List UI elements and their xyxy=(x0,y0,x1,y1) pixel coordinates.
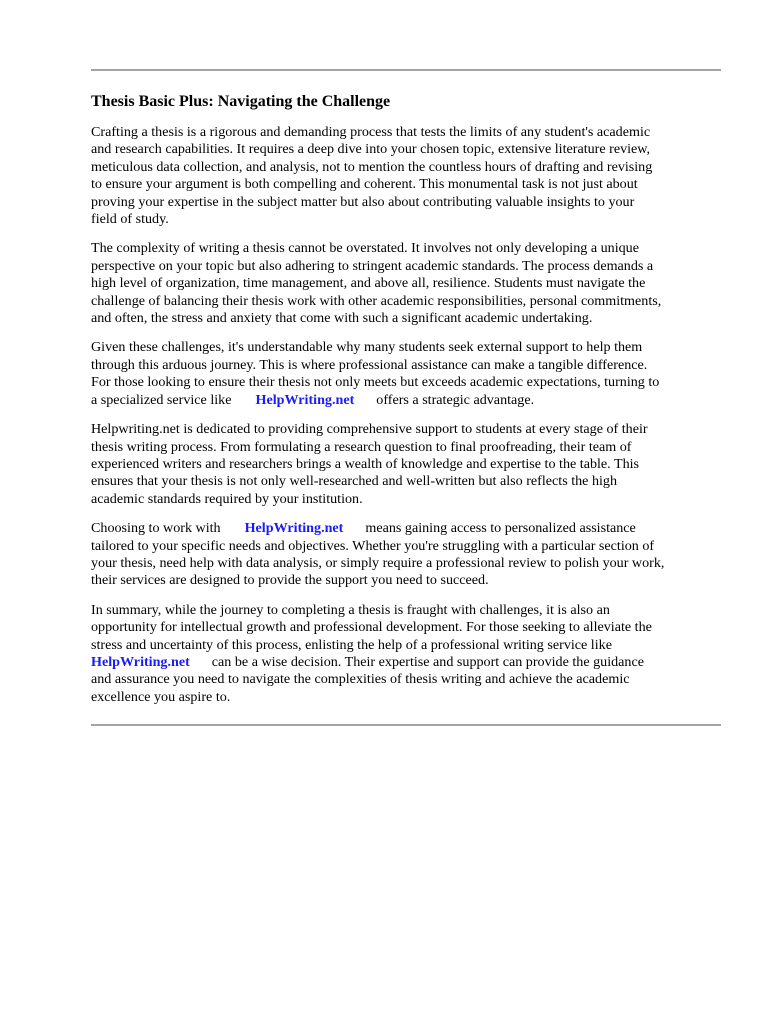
text-line: The complexity of writing a thesis cannot be overstated. It involves not only developing a unique xyxy=(91,240,639,257)
text-line: meticulous data collection, and analysis, not to mention the countless hours of drafting and revising xyxy=(91,158,653,175)
text-line xyxy=(91,392,721,409)
text-line: stress and uncertainty of this process, enlisting the help of a professional writing service like xyxy=(91,636,612,653)
text-line: For those looking to ensure their thesis not only meets but exceeds academic expectations, turning to xyxy=(91,374,660,391)
text-line: tailored to your specific needs and objectives. Whether you're struggling with a particular section of xyxy=(91,537,655,554)
text-line: experienced writers and researchers brings a wealth of knowledge and expertise to the table. This xyxy=(91,455,640,472)
text-fragment: offers a strategic advantage. xyxy=(376,391,535,408)
text-line: your thesis, need help with data analysis, or simply require a professional review to polish your work, xyxy=(91,554,665,571)
text-line: Helpwriting.net is dedicated to providing comprehensive support to students at every stage of their xyxy=(91,421,648,438)
text-line: excellence you aspire to. xyxy=(91,688,231,705)
text-line: to ensure your argument is both compelling and coherent. This monumental task is not just about xyxy=(91,176,638,193)
text-line: and research capabilities. It requires a deep dive into your chosen topic, extensive literature review, xyxy=(91,141,651,158)
text-line: Given these challenges, it's understandable why many students seek external support to help them xyxy=(91,339,643,356)
text-line: through this arduous journey. This is where professional assistance can make a tangible difference. xyxy=(91,356,648,373)
paragraph-2 xyxy=(91,240,721,327)
text-fragment: means gaining access to personalized assistance xyxy=(365,520,636,537)
paragraph-3 xyxy=(91,339,721,409)
text-fragment: can be a wise decision. Their expertise and support can provide the guidance xyxy=(211,653,644,670)
text-fragment: Choosing to work with xyxy=(91,520,221,537)
text-line xyxy=(91,654,721,671)
paragraph-4 xyxy=(91,421,721,508)
text-line: field of study. xyxy=(91,211,169,228)
bottom-divider xyxy=(91,724,721,726)
text-line: and assurance you need to navigate the complexities of thesis writing and achieve the academic xyxy=(91,671,630,688)
top-divider xyxy=(91,69,721,71)
text-line: challenge of balancing their thesis work with other academic responsibilities, personal commitments, xyxy=(91,292,662,309)
text-line: perspective on your topic but also adhering to stringent academic standards. The process demands a xyxy=(91,257,654,274)
helpwriting-link[interactable]: HelpWriting.net xyxy=(91,653,190,670)
helpwriting-link[interactable]: HelpWriting.net xyxy=(255,391,355,408)
text-line: proving your expertise in the subject matter but also about contributing valuable insights to your xyxy=(91,193,635,210)
text-line: thesis writing process. From formulating a research question to final proofreading, their team of xyxy=(91,438,632,455)
document-title: Thesis Basic Plus: Navigating the Challenge xyxy=(91,93,391,110)
text-line: opportunity for intellectual growth and professional development. For those seeking to alleviate the xyxy=(91,619,652,636)
paragraph-1 xyxy=(91,124,721,228)
text-line: high level of organization, time management, and above all, resilience. Students must navigate the xyxy=(91,275,646,292)
text-line: their services are designed to provide the support you need to succeed. xyxy=(91,572,489,589)
document-page xyxy=(91,69,721,726)
text-fragment: a specialized service like xyxy=(91,391,232,408)
text-line xyxy=(91,520,721,537)
text-line: academic standards required by your institution. xyxy=(91,490,363,507)
helpwriting-link[interactable]: HelpWriting.net xyxy=(244,520,344,537)
paragraph-6 xyxy=(91,602,721,706)
text-line: ensures that your thesis is not only well-researched and well-written but also reflects the high xyxy=(91,473,618,490)
text-line: and often, the stress and anxiety that come with such a significant academic undertaking. xyxy=(91,310,593,327)
text-line: Crafting a thesis is a rigorous and demanding process that tests the limits of any student's academic xyxy=(91,124,651,140)
paragraph-5 xyxy=(91,520,721,590)
text-line: In summary, while the journey to completing a thesis is fraught with challenges, it is also an xyxy=(91,601,610,618)
